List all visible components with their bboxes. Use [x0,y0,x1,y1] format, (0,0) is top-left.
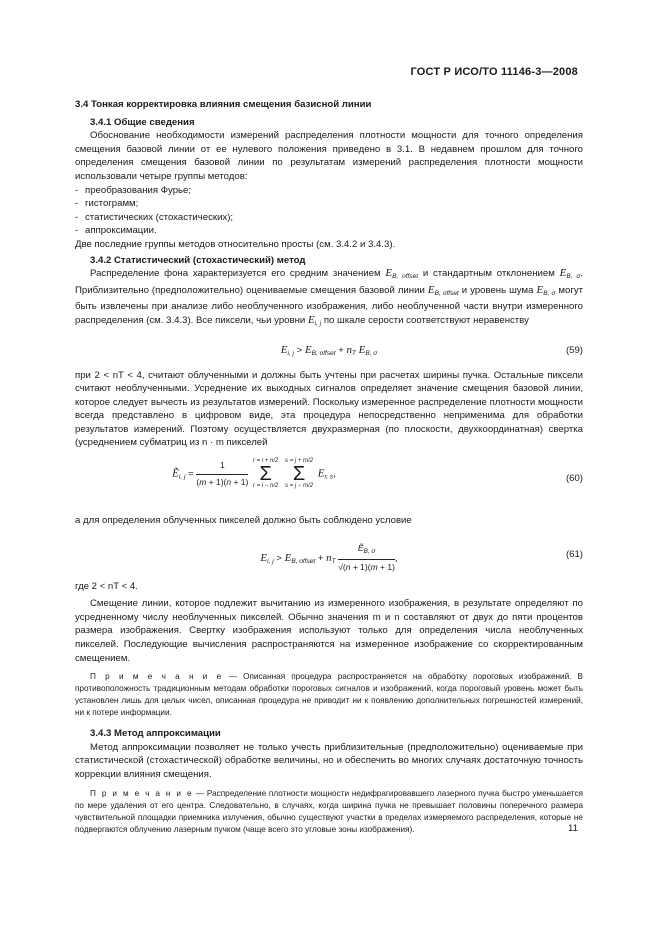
note: П р и м е ч а н и е — Описанная процедура распространяется на обработку пороговых изображений. В противоположность традиционным методам обработки пороговых сигналов и изображений, когда пороговый уровень может быть установлен лишь для целых чисел, описанная процедура не приводит ни к появлению дополнительных погрешностей измерений, ни к потере информации. [75,672,583,718]
paragraph: Смещение линии, которое подлежит вычитанию из измеренного изображения, в результате определяют по усредненному числу необлученных пикселей. Обычно значения m и n составляют от двух до пяти процентов размера изображения. Свертку изображения используют только для определения числа необлученных пикселей. Последующие вычисления распространяются на измеренное изображение со скорректированным смещением. [75,598,583,664]
paragraph: Две последние группы методов относительно просты (см. 3.4.2 и 3.4.3). [75,238,396,250]
equation-number: (60) [565,473,583,485]
paragraph: Обоснование необходимости измерений распределения плотности мощности для точного определения смещения базовой линии от ее нулевого положения приведено в 3.1. В недавнем прошлом для точного определения смещения базовой линии по результатам измерений распределения плотности мощности использовали четыре группы методов: [75,130,583,182]
paragraph: при 2 < nT < 4, считают облученными и должны быть учтены при расчетах ширины пучка. Остальные пиксели считают необлученными. Усреднение их выходных сигналов определяет значение смещения базовой линии, которое следует вычесть из результатов измерений. Поскольку измеренное распределение плотности мощности всегда представлено в цифровом виде, эта процедура непосредственно неприменима для обработки результатов измерений. Поэтому осуществляется двухразмерная (по плоскости, двухкоординатная) свертка (усреднением субматриц из n · m пикселей [75,369,583,449]
page-content [75,98,583,836]
paragraph: где 2 < nT < 4. [75,580,138,592]
note: П р и м е ч а н и е — Распределение плотности мощности недифрагировавшего лазерного пучка быстро уменьшается по мере удаления от его центра. Следовательно, в случаях, когда ширина пучка не превышает половины поперечного размера чувствительной площадки приемника излучения, обычно существуют участки в пределах измеряемого распределения, которые не подвергаются облучению лазерным пучком (чаще всего это угловые зоны изображения). [75,788,583,834]
standard-header: ГОСТ Р ИСО/ТО 11146-3—2008 [410,66,578,78]
paragraph: Метод аппроксимации позволяет не только учесть приблизительные (предположительно) оцениваемые при статистической (стохастической) обработке величины, но и обеспечить во многих случаях достаточную точность коррекции влияния смещения. [75,741,583,780]
equation-61-body: $E_{i, j} > E_{B, offset} + n_T$ $\frac{Ẽ_{B, \sigma}}{√(n + 1)(m + 1)}$ , [260,542,398,573]
equation-61 [75,534,583,576]
list-item: - статистических (стохастических); [75,211,234,223]
paragraph-background: Распределение фона характеризуется его средним значением $E_{B, offset}$ и стандартным отклонением $E_{B, \sigma}$. Приблизительно (предположительно) оцениваемые смещения базовой линии $E_{B, offset}$ и уровень шума $E_{B, \sigma}$ могут быть извлечены при анализе либо необлученного изображения, либо необлученной части внутри измеренного распределения (см. 3.4.3). Все пиксели, чьи уровни $E_{i, j}$ по шкале серости соответствуют неравенству [75,267,584,327]
section-3-4-3-title: 3.4.3 Метод аппроксимации [90,728,221,740]
equation-number: (59) [565,344,583,356]
equation-60 [75,450,583,508]
equation-number: (61) [565,548,583,560]
equation-60-body: Ẽ$_{i, j}$ = $\frac{1}{(m + 1)(n + 1)}$ r = i + n/2 Σ r = i − n/2 s = j + m/2 Σ s = j − m/2 $E_{r, s}$, [172,458,336,490]
section-3-4-1-title: 3.4.1 Общие сведения [90,116,195,128]
equation-59 [75,337,583,367]
page-number: 11 [568,823,578,834]
paragraph: а для определения облученных пикселей должно быть соблюдено условие [75,515,412,527]
equation-59-body: $E_{i, j} > E_{B, offset} + n_T$ $E_{B, \sigma}$ [280,343,378,357]
list-item: - гистограмм; [75,198,139,210]
section-3-4-2-title: 3.4.2 Статистический (стохастический) метод [90,254,306,266]
list-item: - аппроксимации. [75,225,157,237]
list-item: - преобразования Фурье; [75,184,192,196]
section-3-4-title: 3.4 Тонкая корректировка влияния смещения базисной линии [75,99,372,110]
